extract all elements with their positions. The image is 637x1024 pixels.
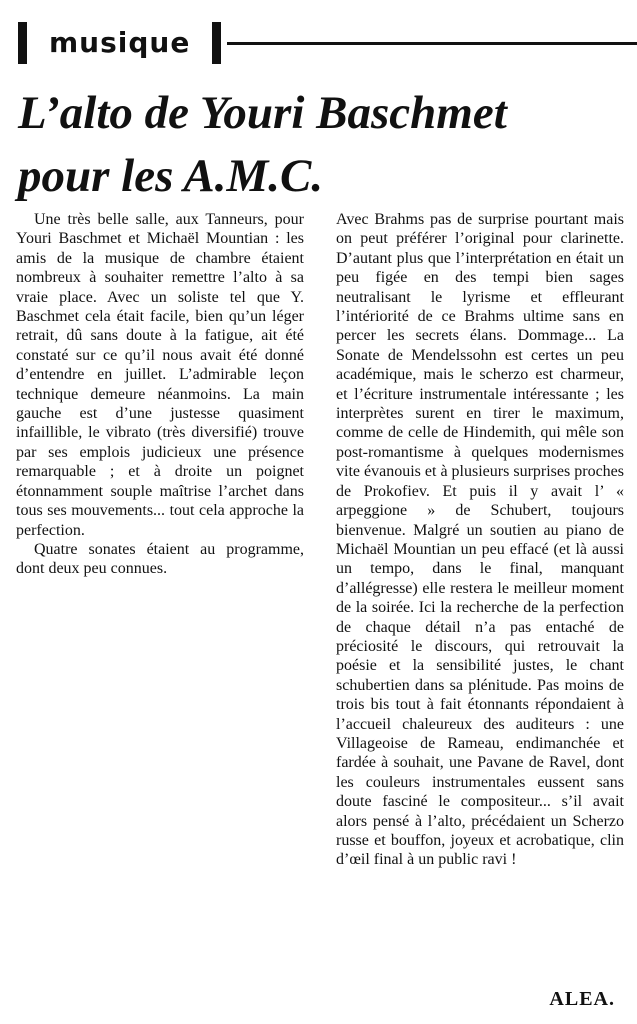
article-column-left <box>16 210 304 579</box>
author-signature: ALEA. <box>549 988 615 1010</box>
article-headline <box>18 82 628 208</box>
headline-line-2: pour les A.M.C. <box>18 150 324 202</box>
section-rubric <box>18 22 637 64</box>
article-column-right <box>336 210 624 870</box>
rubric-label: musique <box>49 26 191 59</box>
paragraph: Quatre sonates étaient au programme, dont deux peu connues. <box>16 540 304 578</box>
paragraph: Avec Brahms pas de surprise pourtant mais on peut préférer l’original pour clarinette. D’autant plus que l’interprétation en était un peu figée en des tempi bien sages neutralisant le lyrisme et effleurant l’intériorité de ce Brahms ultime sans en percer les secrets élans. Dommage... La Sonate de Mendelssohn est certes un peu académique, mais le scherzo est charmeur, et l’écriture instrumentale intéressante ; les interprètes surent en tirer le maximum, comme de celle de Hindemith, qui mêle son post-romantisme à quelques modernismes vite évanouis et à plusieurs surprises proches de Prokofiev. Et puis il y avait l’ « arpeggione » de Schubert, toujours bienvenue. Malgré un soutien au piano de Michaël Mountian un peu effacé (et là aussi un tempo, dans le final, manquant d’allégresse) elle restera le meilleur moment de la soirée. Ici la recherche de la perfection de chaque détail n’a pas entaché de préciosité le discours, qui retrouvait la poésie et la sensibilité justes, le chant schubertien dans sa plénitude. Pas moins de trois bis tout à fait étonnants répondaient à l’accueil chaleureux des auditeurs : une Villageoise de Rameau, endimanchée et fardée à souhait, une Pavane de Ravel, dont les couleurs instrumentales eussent sans doute fasciné le compositeur... s’il avait alors pensé à l’alto, précédaient un Scherzo russe et bouffon, joyeux et acrobatique, clin d’œil final à un public ravi ! <box>336 211 624 869</box>
rubric-rule <box>227 42 637 45</box>
rubric-bar-left <box>18 22 27 64</box>
paragraph: Une très belle salle, aux Tanneurs, pour Youri Baschmet et Michaël Mountian : les amis de la musique de chambre étaient nombreux à souhaiter remettre l’alto à sa vraie place. Avec un soliste tel que Y. Baschmet cela était facile, bien qu’un léger retrait, dû sans doute à la fatigue, ait été constaté sur ce qu’il nous avait été donné d’entendre en juillet. L’admirable leçon technique demeure néanmoins. La main gauche est d’une justesse quasiment infaillible, le vibrato (très diversifié) trouve par ses emplois judicieux une présence remarquable ; et à droite un poignet étonnamment souple maîtrise l’archet dans tous ses mouvements... tout cela approche la perfection. <box>16 211 304 539</box>
rubric-bar-right <box>212 22 221 64</box>
headline-line-1: L’alto de Youri Baschmet <box>18 87 507 139</box>
